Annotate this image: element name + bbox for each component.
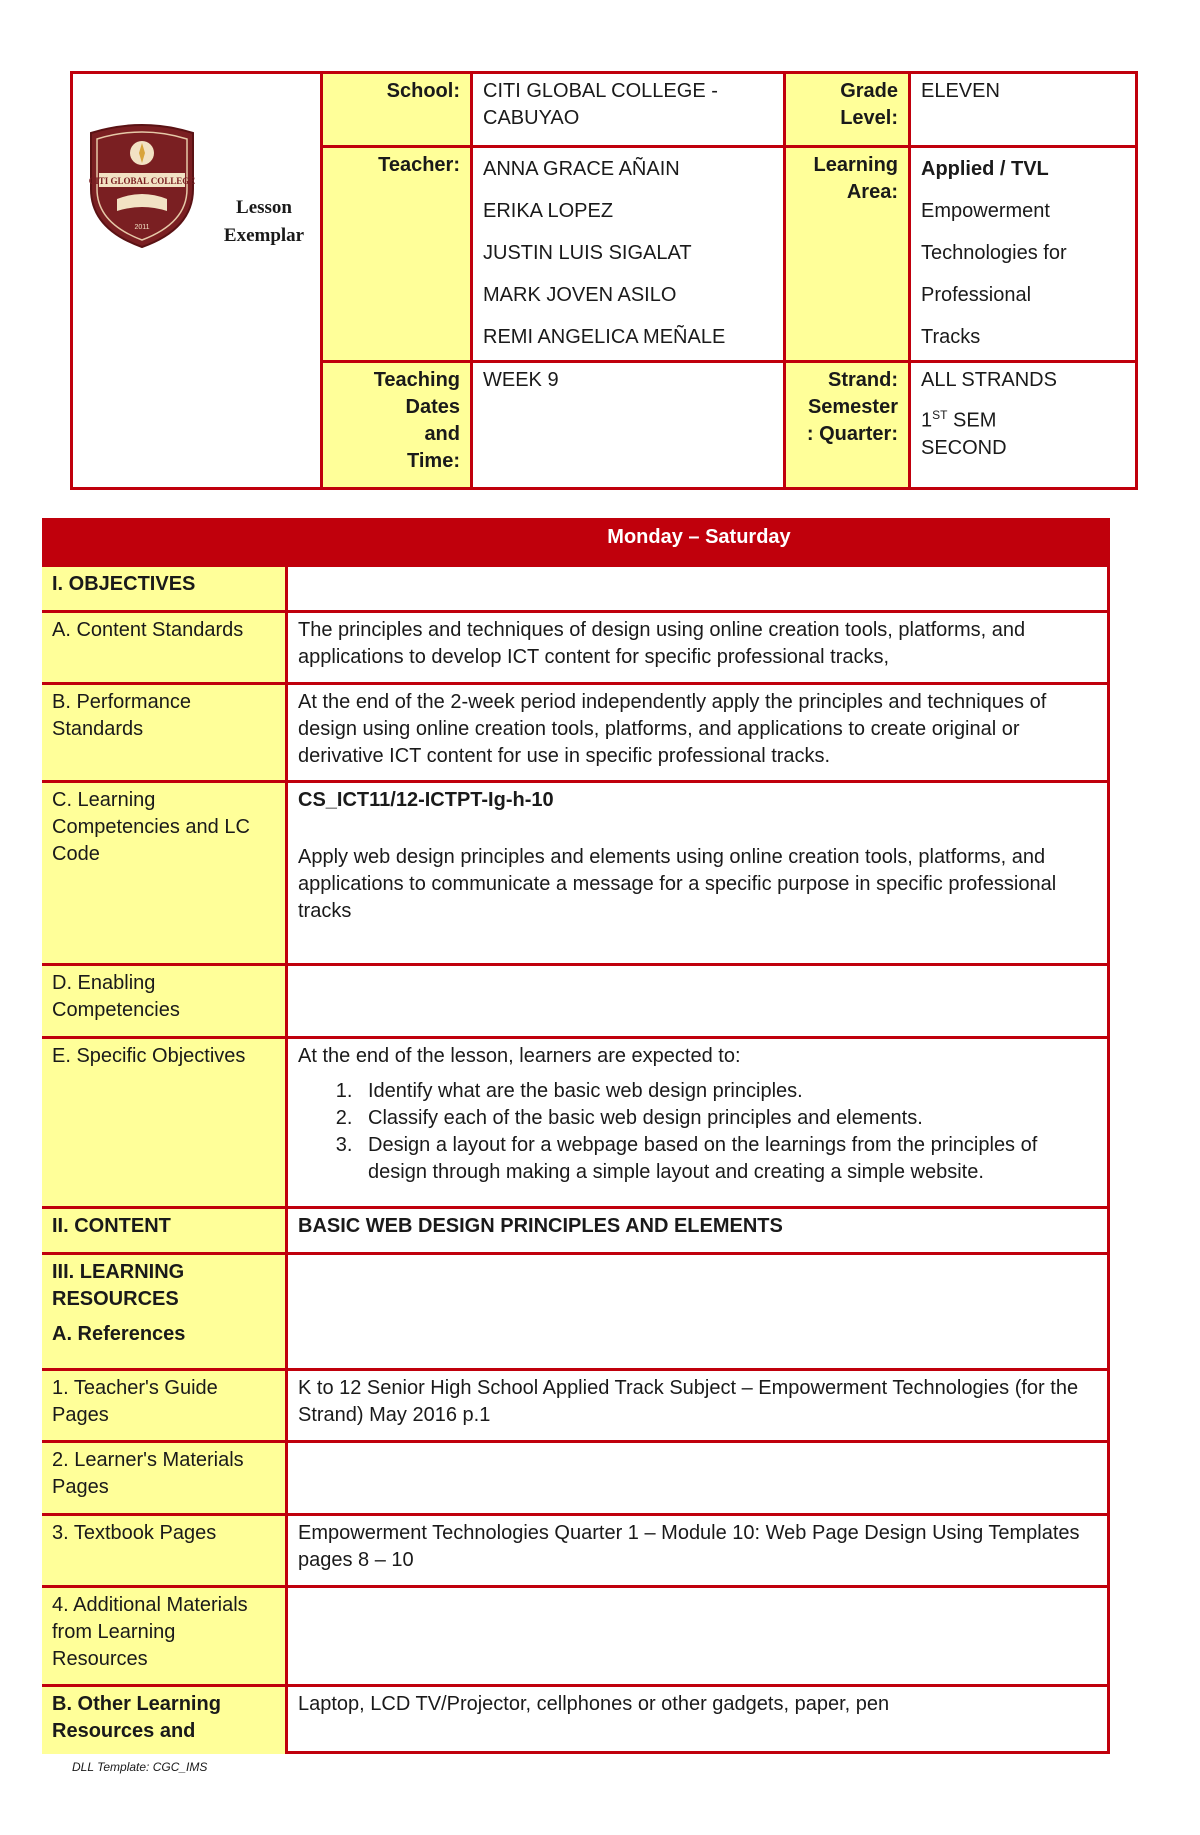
additional-label: 4. Additional Materials from Learning Resources — [42, 1588, 288, 1684]
row-content-standards — [42, 610, 1110, 682]
textbook-label: 3. Textbook Pages — [42, 1516, 288, 1585]
teacher-name: MARK JOVEN ASILO — [483, 284, 677, 306]
specific-cell — [288, 1039, 1110, 1206]
content-standards-label: A. Content Standards — [42, 613, 288, 682]
content-label: II. CONTENT — [42, 1209, 288, 1252]
objective-item: 1. Identify what are the basic web design principles. — [358, 1078, 1100, 1105]
row-performance-standards — [42, 682, 1110, 780]
competencies-text: Apply web design principles and elements using online creation tools, platforms, and applications to communicate a message for a specific purpose in specific professional tracks — [298, 846, 1057, 922]
exemplar-word: Exemplar — [223, 225, 305, 246]
row-enabling — [42, 963, 1110, 1036]
row-content — [42, 1206, 1110, 1252]
teacher-name: ERIKA LOPEZ — [483, 200, 614, 222]
row-additional — [42, 1585, 1110, 1684]
objective-item: 2. Classify each of the basic web design principles and elements. — [358, 1105, 1100, 1132]
teaching-dates-value: WEEK 9 — [483, 369, 559, 391]
competencies-label: C. Learning Competencies and LC Code — [42, 783, 288, 963]
footer-template-note: DLL Template: CGC_IMS — [72, 1760, 208, 1774]
logo-block — [73, 74, 320, 487]
school-value: CITI GLOBAL COLLEGE - CABUYAO — [483, 80, 718, 129]
row-competencies — [42, 780, 1110, 963]
teaching-dates-label: Teaching Dates and Time: — [323, 363, 470, 487]
content-text: BASIC WEB DESIGN PRINCIPLES AND ELEMENTS — [298, 1215, 783, 1237]
learning-area-label: Learning Area: — [786, 148, 908, 360]
grade-value: ELEVEN — [921, 80, 1000, 102]
content-standards-text: The principles and techniques of design using online creation tools, platforms, and applications to develop ICT content for specific professional tracks, — [298, 619, 1026, 668]
learning-area-value: Applied / TVL Empowerment Technologies for Professional Tracks — [921, 158, 1067, 348]
objective-item: 3. Design a layout for a webpage based on the learnings from the principles of design through making a simple layout and creating a simple website. — [358, 1132, 1100, 1186]
strand-semester-label: Strand: Semester : Quarter: — [786, 363, 908, 487]
row-learning-resources — [42, 1252, 1110, 1368]
row-teachers-guide — [42, 1368, 1110, 1440]
teacher-name: REMI ANGELICA MEÑALE — [483, 326, 726, 348]
specific-label: E. Specific Objectives — [42, 1039, 288, 1206]
header-table — [70, 71, 1138, 490]
teacher-list — [473, 148, 783, 360]
teachers-guide-label: 1. Teacher's Guide Pages — [42, 1371, 288, 1440]
other-text: Laptop, LCD TV/Projector, cellphones or other gadgets, paper, pen — [298, 1693, 890, 1715]
lc-code: CS_ICT11/12-ICTPT-Ig-h-10 — [298, 789, 554, 811]
specific-intro: At the end of the lesson, learners are expected to: — [298, 1045, 741, 1067]
teachers-guide-text: K to 12 Senior High School Applied Track Subject – Empowerment Technologies (for the Strand) May 2016 p.1 — [298, 1377, 1079, 1426]
objectives-label: I. OBJECTIVES — [42, 567, 288, 610]
grade-label: Grade Level: — [786, 74, 908, 145]
teacher-name: ANNA GRACE AÑAIN — [483, 158, 680, 180]
other-label: B. Other Learning Resources and — [42, 1687, 288, 1754]
performance-label: B. Performance Standards — [42, 685, 288, 780]
logo-year: 2011 — [134, 224, 150, 231]
lesson-exemplar-title — [209, 194, 319, 250]
teacher-name: JUSTIN LUIS SIGALAT — [483, 242, 692, 264]
row-other-resources — [42, 1684, 1110, 1754]
row-learners-materials — [42, 1440, 1110, 1513]
resources-label: III. LEARNING RESOURCES A. References — [42, 1255, 288, 1368]
day-header: Monday – Saturday — [42, 518, 1110, 564]
row-objectives — [42, 564, 1110, 610]
row-specific-objectives — [42, 1036, 1110, 1206]
learners-label: 2. Learner's Materials Pages — [42, 1443, 288, 1513]
competencies-cell — [288, 783, 1110, 963]
lesson-word: Lesson — [236, 197, 292, 218]
strand-semester-value: ALL STRANDS 1ST SEM SECOND — [921, 369, 1057, 459]
performance-text: At the end of the 2-week period independently apply the principles and techniques of design using online creation tools, platforms, and applications to create original or derivative ICT content for use in specific professional tracks. — [298, 691, 1047, 767]
college-logo — [83, 119, 201, 249]
logo-text: CITI GLOBAL COLLEGE — [88, 176, 196, 186]
enabling-label: D. Enabling Competencies — [42, 966, 288, 1036]
teacher-label: Teacher: — [323, 148, 470, 360]
school-label: School: — [323, 74, 470, 145]
textbook-text: Empowerment Technologies Quarter 1 – Module 10: Web Page Design Using Templates pages 8 – 10 — [298, 1522, 1080, 1571]
row-textbook — [42, 1513, 1110, 1585]
